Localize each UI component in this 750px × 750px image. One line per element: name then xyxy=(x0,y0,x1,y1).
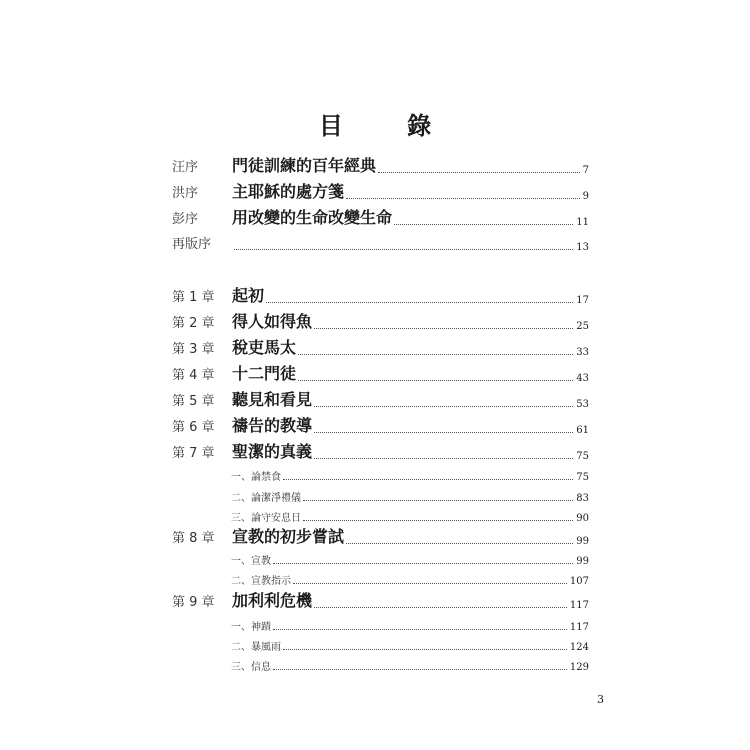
subsection-title: 三、信息 xyxy=(231,662,271,673)
leader-dots xyxy=(266,302,573,303)
subsection-page: 75 xyxy=(576,472,589,483)
chapter-label: 第 5 章 xyxy=(172,394,215,409)
chapter-page: 25 xyxy=(576,321,589,332)
leader-dots xyxy=(273,563,573,564)
leader-dots xyxy=(283,649,567,650)
chapter-page: 17 xyxy=(576,295,589,306)
subsection-title: 二、論潔淨禮儀 xyxy=(231,493,301,504)
toc-subsection[interactable] xyxy=(172,633,589,655)
chapter-title: 稅吏馬太 xyxy=(232,338,297,357)
leader-dots xyxy=(346,543,573,544)
toc-subsection[interactable] xyxy=(172,653,589,675)
toc-chapter[interactable] xyxy=(172,527,589,549)
chapter-page: 117 xyxy=(569,600,589,611)
toc-entry[interactable] xyxy=(172,156,589,178)
leader-dots xyxy=(283,479,573,480)
leader-dots xyxy=(273,669,567,670)
toc-subsection[interactable] xyxy=(172,547,589,569)
chapter-page: 33 xyxy=(576,347,589,358)
entry-title: 門徒訓練的百年經典 xyxy=(232,156,377,175)
toc-chapter[interactable] xyxy=(172,338,589,360)
subsection-page: 124 xyxy=(569,642,589,653)
entry-page: 13 xyxy=(576,242,589,253)
chapter-page: 99 xyxy=(576,536,589,547)
toc-chapter[interactable] xyxy=(172,442,589,464)
toc-chapter[interactable] xyxy=(172,286,589,308)
subsection-title: 三、論守安息日 xyxy=(231,513,301,524)
leader-dots xyxy=(298,380,573,381)
toc-chapter[interactable] xyxy=(172,416,589,438)
chapter-title: 聖潔的真義 xyxy=(232,442,313,461)
toc-chapter[interactable] xyxy=(172,591,589,613)
chapter-title: 起初 xyxy=(232,286,265,305)
subsection-page: 83 xyxy=(576,493,589,504)
entry-page: 11 xyxy=(576,217,589,228)
toc-entry[interactable] xyxy=(172,208,589,230)
chapter-label: 第 2 章 xyxy=(172,316,215,331)
leader-dots xyxy=(378,172,580,173)
toc-chapter[interactable] xyxy=(172,390,589,412)
toc-chapter[interactable] xyxy=(172,312,589,334)
leader-dots xyxy=(234,249,573,250)
chapter-title: 聽見和看見 xyxy=(232,390,313,409)
subsection-title: 一、論禁食 xyxy=(231,472,281,483)
toc-subsection[interactable] xyxy=(172,484,589,506)
chapter-title: 加利利危機 xyxy=(232,591,313,610)
toc-entry[interactable] xyxy=(172,182,589,204)
chapter-page: 53 xyxy=(576,399,589,410)
subsection-title: 二、暴風雨 xyxy=(231,642,281,653)
subsection-title: 一、宣教 xyxy=(231,556,271,567)
subsection-page: 107 xyxy=(569,576,589,587)
toc-subsection[interactable] xyxy=(172,567,589,589)
subsection-page: 129 xyxy=(569,662,589,673)
subsection-title: 二、宣教指示 xyxy=(231,576,291,587)
entry-label: 汪序 xyxy=(172,160,199,175)
leader-dots xyxy=(314,432,573,433)
entry-title: 用改變的生命改變生命 xyxy=(232,208,393,227)
leader-dots xyxy=(314,328,573,329)
leader-dots xyxy=(303,500,573,501)
leader-dots xyxy=(303,520,573,521)
chapter-title: 宣教的初步嘗試 xyxy=(232,527,345,546)
entry-label: 彭序 xyxy=(172,212,199,227)
leader-dots xyxy=(394,224,573,225)
entry-page: 7 xyxy=(582,165,589,176)
chapter-label: 第 3 章 xyxy=(172,342,215,357)
leader-dots xyxy=(293,583,567,584)
entry-label: 再版序 xyxy=(172,237,212,252)
leader-dots xyxy=(273,629,567,630)
chapter-title: 禱告的教導 xyxy=(232,416,313,435)
toc-subsection[interactable] xyxy=(172,504,589,526)
toc-chapter[interactable] xyxy=(172,364,589,386)
leader-dots xyxy=(298,354,573,355)
chapter-label: 第 8 章 xyxy=(172,531,215,546)
chapter-page: 61 xyxy=(576,425,589,436)
entry-title: 主耶穌的處方箋 xyxy=(232,182,345,201)
chapter-label: 第 1 章 xyxy=(172,290,215,305)
chapter-label: 第 7 章 xyxy=(172,446,215,461)
chapter-page: 75 xyxy=(576,451,589,462)
subsection-page: 90 xyxy=(576,513,589,524)
toc-entry[interactable] xyxy=(172,233,589,255)
page-number: 3 xyxy=(597,693,604,706)
leader-dots xyxy=(314,607,567,608)
chapter-label: 第 9 章 xyxy=(172,595,215,610)
toc-subsection[interactable] xyxy=(172,613,589,635)
subsection-page: 117 xyxy=(569,622,589,633)
leader-dots xyxy=(346,198,580,199)
toc-subsection[interactable] xyxy=(172,463,589,485)
chapter-title: 得人如得魚 xyxy=(232,312,313,331)
leader-dots xyxy=(314,458,573,459)
chapter-page: 43 xyxy=(576,373,589,384)
page-title: 目 錄 xyxy=(318,111,460,140)
entry-page: 9 xyxy=(582,191,589,202)
subsection-title: 一、神蹟 xyxy=(231,622,271,633)
subsection-page: 99 xyxy=(576,556,589,567)
entry-label: 洪序 xyxy=(172,186,199,201)
chapter-title: 十二門徒 xyxy=(232,364,297,383)
chapter-label: 第 4 章 xyxy=(172,368,215,383)
chapter-label: 第 6 章 xyxy=(172,420,215,435)
leader-dots xyxy=(314,406,573,407)
